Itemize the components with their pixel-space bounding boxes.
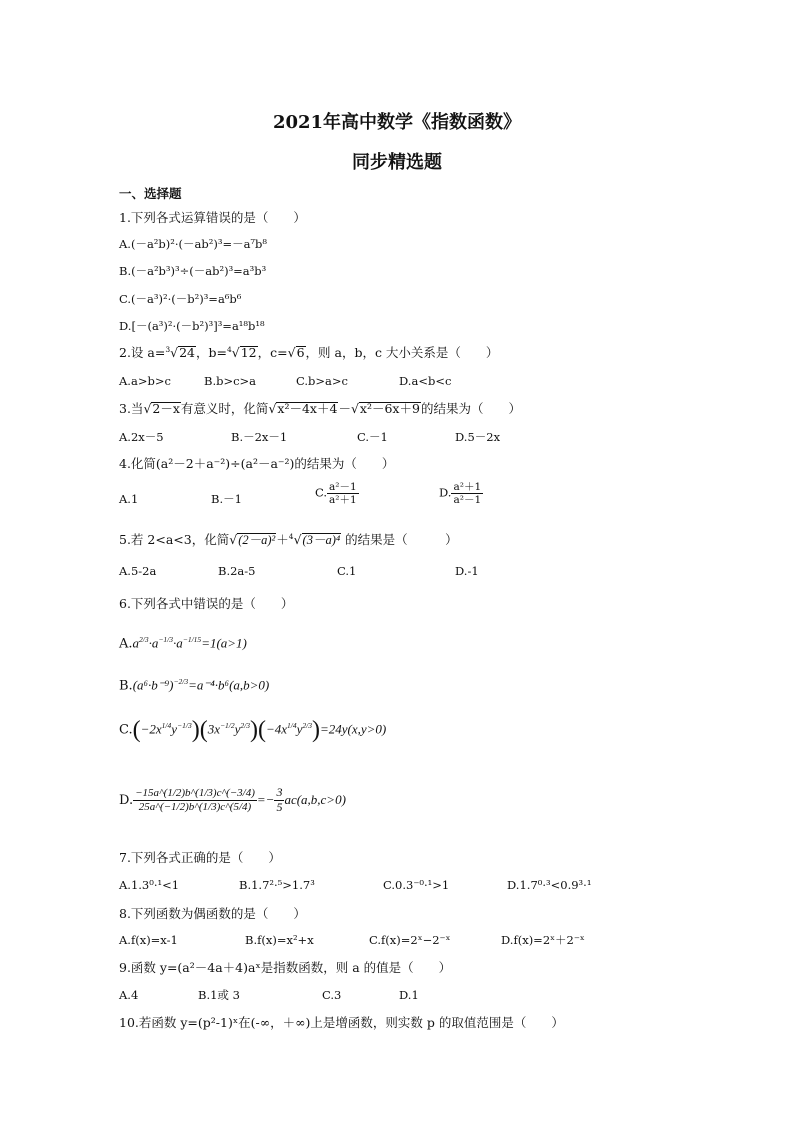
q6-c-p2-y: y — [234, 721, 241, 737]
q5-stem: 5.若 2<a<3，化简√(2－a)²＋$^4$√(3－a)⁴ 的结果是（ ） — [119, 532, 458, 548]
q3-option-b: B.－2x－1 — [231, 430, 288, 444]
q5-prefix: 5.若 2<a<3，化简 — [119, 532, 230, 548]
q4-option-d-denominator: a²－1 — [453, 494, 482, 507]
q7-option-a: A.1.3⁰·¹<1 — [119, 878, 180, 892]
q2-radicand-3: 6 — [296, 345, 305, 361]
q2-prefix: 2.设 a= — [119, 345, 166, 361]
q9-option-d: D.1 — [399, 988, 419, 1002]
q6-d-mid: =− — [256, 791, 275, 807]
q2-mid-1: ，b= — [195, 345, 227, 361]
q8-option-c: C.f(x)=2ˣ−2⁻ˣ — [369, 933, 451, 947]
q5-radicand-2: (3－a)⁴ — [302, 533, 341, 548]
q3-mid: 有意义时，化简 — [180, 401, 269, 416]
q6-a-exp1: 2/3 — [139, 635, 149, 644]
q5-option-b: B.2a-5 — [218, 564, 256, 578]
document-subtitle: 同步精选题 — [352, 152, 442, 173]
q5-suffix: 的结果是（ ） — [341, 532, 458, 548]
q4-option-c — [315, 481, 359, 506]
q2-option-a: A.a>b>c — [119, 374, 171, 388]
q2-r2-index: 4 — [226, 345, 232, 354]
q3-stem: 3.当√2－x有意义时，化简√x²－4x＋4－√x²－6x＋9的结果为（ ） — [119, 401, 521, 416]
q8-stem: 8.下列函数为偶函数的是（ ） — [119, 906, 306, 921]
q4-option-a: A.1 — [119, 492, 139, 506]
q5-option-d: D.-1 — [455, 564, 479, 578]
q6-c-p1-y: y — [171, 721, 178, 737]
q6-b-body: (a⁶·b⁻⁹) — [132, 677, 174, 693]
q6-c-p3-y: y — [296, 721, 303, 737]
q6-a-base3: ·a — [173, 635, 183, 651]
q6-c-tail: =24y(x,y>0) — [320, 721, 387, 737]
q4-option-c-denominator: a²＋1 — [329, 494, 357, 507]
q2-mid-2: ，c= — [257, 345, 288, 361]
q2-option-c: C.b>a>c — [296, 374, 348, 388]
q6-c-p3: −4x — [265, 721, 288, 737]
q7-option-d: D.1.7⁰·³<0.9³·¹ — [507, 878, 592, 892]
q8-option-d: D.f(x)=2ˣ＋2⁻ˣ — [501, 933, 585, 947]
document-title: 2021年高中数学《指数函数》 — [272, 112, 522, 133]
q6-c-p1: −2x — [140, 721, 162, 737]
q6-c-p1-yexp: −1/3 — [177, 721, 192, 731]
q3-option-a: A.2x－5 — [119, 430, 164, 444]
q8-option-b: B.f(x)=x²+x — [245, 933, 314, 947]
q6-option-c: $C.(-2x^{1/4}y^{-1/3})(3x^{-1/2}y^{2/3})(-4x^{1/4}y^{2/3})=24y(x,y>0)$ — [119, 717, 387, 743]
q6-c-label: C. — [119, 722, 133, 738]
q5-radicand-1: (2－a)² — [238, 533, 276, 548]
q6-b-label: B. — [119, 678, 133, 694]
q6-a-exp3: −1/15 — [182, 635, 202, 644]
q3-radicand-1: 2－x — [152, 401, 180, 416]
q6-d-label: D. — [119, 792, 134, 808]
q3-radicand-2: x²－4x＋4 — [277, 401, 338, 416]
q5-option-c: C.1 — [337, 564, 357, 578]
q9-stem: 9.函数 y=(a²－4a＋4)aˣ是指数函数，则 a 的值是（ ） — [119, 960, 452, 975]
q6-d-numerator: −15a^(1/2)b^(1/3)c^(−3/4) — [135, 787, 255, 800]
q1-stem: 1.下列各式运算错误的是（ ） — [119, 210, 306, 225]
q4-option-c-numerator: a²－1 — [329, 481, 357, 493]
q4-option-b: B.－1 — [211, 492, 242, 506]
q6-option-b — [119, 678, 269, 692]
q6-c-p2-yexp: 2/3 — [240, 721, 250, 731]
q4-option-c-label: C. — [315, 485, 328, 500]
q6-d-coef — [274, 786, 284, 815]
q4-option-c-fraction — [327, 481, 359, 506]
q2-r1-index: 3 — [165, 345, 171, 354]
q6-c-p3-exp: 1/4 — [287, 721, 297, 731]
q6-d-tail: ac(a,b,c>0) — [284, 791, 346, 807]
q9-option-c: C.3 — [322, 988, 342, 1002]
q9-option-a: A.4 — [119, 988, 139, 1002]
q4-option-d — [439, 481, 483, 506]
q6-a-base1: a — [132, 635, 140, 651]
q5-plus: ＋ — [276, 532, 289, 548]
q6-c-p3-yexp: 2/3 — [302, 721, 312, 731]
q7-stem: 7.下列各式正确的是（ ） — [119, 850, 281, 865]
section-heading: 一、选择题 — [119, 186, 182, 201]
q6-b-tail: =a⁻⁴·b⁶(a,b>0) — [188, 677, 270, 693]
q1-option-a: A.(－a²b)²·(－ab²)³=－a⁷b⁸ — [119, 237, 268, 251]
q6-option-d — [119, 786, 346, 815]
q7-option-b: B.1.7²·⁵>1.7³ — [239, 878, 315, 892]
q4-stem: 4.化简(a²－2＋a⁻²)÷(a²－a⁻²)的结果为（ ） — [119, 456, 395, 471]
q2-suffix: ，则 a，b，c 大小关系是（ ） — [305, 345, 499, 361]
q3-prefix: 3.当 — [119, 401, 144, 416]
q1-option-d: D.[－(a³)²·(－b²)³]³=a¹⁸b¹⁸ — [119, 319, 265, 333]
q10-stem: 10.若函数 y=(p²-1)ˣ在(-∞，＋∞)上是增函数，则实数 p 的取值范围是（ ） — [119, 1015, 564, 1030]
q6-d-coef-num: 3 — [276, 785, 283, 799]
q3-radicand-3: x²－6x＋9 — [359, 401, 420, 416]
q4-option-d-label: D. — [439, 485, 452, 500]
q7-option-c: C.0.3⁻⁰·¹>1 — [383, 878, 450, 892]
q1-option-b: B.(－a²b³)³÷(－ab²)³=a³b³ — [119, 264, 267, 278]
q6-d-denominator: 25a^(−1/2)b^(1/3)c^(5/4) — [138, 800, 252, 813]
q6-c-p2: 3x — [207, 721, 220, 737]
q3-minus: － — [338, 401, 351, 416]
q4-option-d-numerator: a²＋1 — [453, 481, 482, 493]
q5-option-a: A.5-2a — [119, 564, 157, 578]
q2-stem: 2.设 a=$^3$√24，b=$^4$√12，c=√6，则 a，b，c 大小关系是（ ） — [119, 345, 499, 361]
q6-a-exp2: −1/3 — [158, 635, 174, 644]
q6-d-fraction — [133, 787, 257, 813]
q3-option-d: D.5－2x — [455, 430, 501, 444]
q3-option-c: C.－1 — [357, 430, 388, 444]
q3-suffix: 的结果为（ ） — [420, 401, 521, 416]
q9-option-b: B.1或 3 — [198, 988, 240, 1002]
q6-d-coef-den: 5 — [276, 799, 283, 814]
q2-option-d: D.a<b<c — [399, 374, 452, 388]
q5-r2-index: 4 — [288, 532, 294, 541]
q6-option-a — [119, 636, 247, 650]
q6-c-p2-exp: −1/2 — [219, 721, 235, 731]
q4-option-d-fraction — [451, 481, 483, 506]
q6-a-base2: ·a — [148, 635, 159, 651]
q8-option-a: A.f(x)=x-1 — [119, 933, 178, 947]
q6-stem: 6.下列各式中错误的是（ ） — [119, 596, 294, 611]
q2-option-b: B.b>c>a — [204, 374, 257, 388]
q6-b-exp: −2/3 — [173, 677, 189, 686]
q2-radicand-1: 24 — [179, 345, 195, 361]
q6-c-p1-exp: 1/4 — [161, 721, 172, 731]
q6-a-tail: =1(a>1) — [201, 635, 247, 651]
q1-option-c: C.(－a³)²·(－b²)³=a⁶b⁶ — [119, 292, 242, 306]
q6-a-label: A. — [119, 636, 133, 652]
q2-radicand-2: 12 — [240, 345, 257, 361]
